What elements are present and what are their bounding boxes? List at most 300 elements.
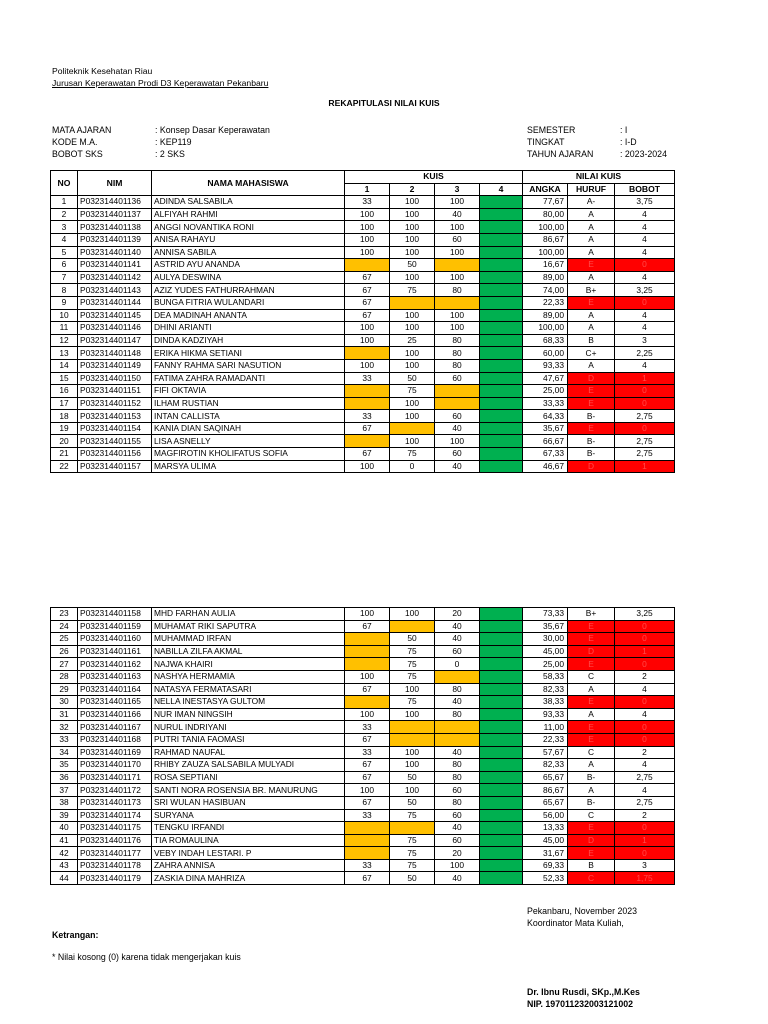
- grade-bobot: 2,75: [615, 448, 675, 461]
- quiz-2-score: 100: [390, 397, 435, 410]
- student-name: ANGGI NOVANTIKA RONI: [152, 221, 345, 234]
- score-angka: 56,00: [523, 809, 568, 822]
- table-row: [51, 746, 675, 759]
- student-name: ADINDA SALSABILA: [152, 196, 345, 209]
- student-nim: P032314401153: [78, 410, 152, 423]
- student-name: RAHMAD NAUFAL: [152, 746, 345, 759]
- student-nim: P032314401154: [78, 422, 152, 435]
- quiz-1-score: 67: [345, 733, 390, 746]
- student-nim: P032314401142: [78, 271, 152, 284]
- quiz-4-score: [480, 746, 523, 759]
- quiz-1-score: 100: [345, 359, 390, 372]
- info-label: SEMESTER: [527, 125, 576, 135]
- table-row: [51, 208, 675, 221]
- student-name: NATASYA FERMATASARI: [152, 683, 345, 696]
- grade-bobot: 4: [615, 708, 675, 721]
- student-nim: P032314401168: [78, 733, 152, 746]
- table-row: [51, 633, 675, 646]
- page-title: REKAPITULASI NILAI KUIS: [328, 98, 440, 108]
- student-nim: P032314401149: [78, 359, 152, 372]
- student-name: ZASKIA DINA MAHRIZA: [152, 872, 345, 885]
- table-row: [51, 448, 675, 461]
- student-name: MARSYA ULIMA: [152, 460, 345, 473]
- score-angka: 86,67: [523, 784, 568, 797]
- quiz-1-score: [345, 847, 390, 860]
- quiz-1-score: [345, 822, 390, 835]
- quiz-1-score: 100: [345, 322, 390, 335]
- score-angka: 89,00: [523, 309, 568, 322]
- student-nim: P032314401140: [78, 246, 152, 259]
- grade-bobot: 3,25: [615, 608, 675, 621]
- row-number: 10: [51, 309, 78, 322]
- row-number: 42: [51, 847, 78, 860]
- quiz-1-score: [345, 385, 390, 398]
- info-value: : KEP119: [155, 137, 192, 147]
- quiz-4-score: [480, 233, 523, 246]
- grade-huruf: E: [568, 633, 615, 646]
- score-angka: 93,33: [523, 359, 568, 372]
- student-nim: P032314401157: [78, 460, 152, 473]
- row-number: 44: [51, 872, 78, 885]
- quiz-2-score: 100: [390, 784, 435, 797]
- info-label: KODE M.A.: [52, 137, 98, 147]
- quiz-4-score: [480, 246, 523, 259]
- institution-name: Politeknik Kesehatan Riau: [52, 66, 153, 76]
- quiz-4-score: [480, 733, 523, 746]
- row-number: 26: [51, 645, 78, 658]
- col-header-quiz-2: 2: [390, 183, 435, 196]
- quiz-1-score: 67: [345, 296, 390, 309]
- score-angka: 82,33: [523, 759, 568, 772]
- student-name: ANISA RAHAYU: [152, 233, 345, 246]
- student-name: DEA MADINAH ANANTA: [152, 309, 345, 322]
- quiz-3-score: 40: [435, 620, 480, 633]
- grade-huruf: B+: [568, 608, 615, 621]
- row-number: 40: [51, 822, 78, 835]
- quiz-3-score: 80: [435, 759, 480, 772]
- quiz-3-score: 80: [435, 796, 480, 809]
- grade-bobot: 1: [615, 645, 675, 658]
- quiz-2-score: 100: [390, 410, 435, 423]
- quiz-1-score: 67: [345, 872, 390, 885]
- quiz-2-score: 100: [390, 435, 435, 448]
- student-name: VEBY INDAH LESTARI. P: [152, 847, 345, 860]
- grade-huruf: A: [568, 359, 615, 372]
- quiz-3-score: 40: [435, 208, 480, 221]
- quiz-3-score: 20: [435, 847, 480, 860]
- quiz-2-score: [390, 733, 435, 746]
- student-name: NUR IMAN NINGSIH: [152, 708, 345, 721]
- grade-bobot: 1: [615, 460, 675, 473]
- score-angka: 65,67: [523, 796, 568, 809]
- score-angka: 80,00: [523, 208, 568, 221]
- grade-huruf: E: [568, 822, 615, 835]
- quiz-2-score: [390, 721, 435, 734]
- quiz-2-score: 50: [390, 796, 435, 809]
- row-number: 14: [51, 359, 78, 372]
- grade-huruf: A: [568, 271, 615, 284]
- grade-huruf: E: [568, 847, 615, 860]
- student-nim: P032314401158: [78, 608, 152, 621]
- student-name: DINDA KADZIYAH: [152, 334, 345, 347]
- quiz-4-score: [480, 334, 523, 347]
- student-nim: P032314401162: [78, 658, 152, 671]
- score-angka: 74,00: [523, 284, 568, 297]
- student-name: SRI WULAN HASIBUAN: [152, 796, 345, 809]
- row-number: 20: [51, 435, 78, 448]
- score-angka: 25,00: [523, 658, 568, 671]
- student-name: ERIKA HIKMA SETIANI: [152, 347, 345, 360]
- student-nim: P032314401139: [78, 233, 152, 246]
- grade-bobot: 4: [615, 784, 675, 797]
- grade-bobot: 0: [615, 296, 675, 309]
- quiz-3-score: 80: [435, 284, 480, 297]
- quiz-2-score: 0: [390, 460, 435, 473]
- quiz-2-score: 75: [390, 834, 435, 847]
- quiz-2-score: [390, 422, 435, 435]
- student-nim: P032314401178: [78, 859, 152, 872]
- student-nim: P032314401144: [78, 296, 152, 309]
- quiz-1-score: 100: [345, 246, 390, 259]
- grade-rows-part1: [51, 196, 675, 473]
- student-name: AZIZ YUDES FATHURRAHMAN: [152, 284, 345, 297]
- quiz-1-score: 67: [345, 448, 390, 461]
- score-angka: 69,33: [523, 859, 568, 872]
- student-name: MUHAMAT RIKI SAPUTRA: [152, 620, 345, 633]
- row-number: 37: [51, 784, 78, 797]
- table-row: [51, 809, 675, 822]
- info-label: BOBOT SKS: [52, 149, 103, 159]
- place-date: Pekanbaru, November 2023: [527, 906, 638, 916]
- quiz-4-score: [480, 435, 523, 448]
- row-number: 22: [51, 460, 78, 473]
- quiz-3-score: 100: [435, 221, 480, 234]
- row-number: 12: [51, 334, 78, 347]
- quiz-4-score: [480, 385, 523, 398]
- grade-huruf: C: [568, 872, 615, 885]
- table-row: [51, 696, 675, 709]
- row-number: 33: [51, 733, 78, 746]
- grade-bobot: 4: [615, 246, 675, 259]
- table-row: [51, 708, 675, 721]
- quiz-4-score: [480, 397, 523, 410]
- grade-bobot: 3: [615, 334, 675, 347]
- grade-huruf: A: [568, 759, 615, 772]
- quiz-4-score: [480, 721, 523, 734]
- row-number: 39: [51, 809, 78, 822]
- quiz-4-score: [480, 309, 523, 322]
- table-row: [51, 796, 675, 809]
- quiz-2-score: 75: [390, 385, 435, 398]
- quiz-3-score: 100: [435, 271, 480, 284]
- table-row: [51, 246, 675, 259]
- quiz-2-score: 100: [390, 708, 435, 721]
- quiz-2-score: 100: [390, 347, 435, 360]
- grade-bobot: 4: [615, 322, 675, 335]
- quiz-4-score: [480, 809, 523, 822]
- student-name: FANNY RAHMA SARI NASUTION: [152, 359, 345, 372]
- col-header-quiz-1: 1: [345, 183, 390, 196]
- grade-table-part1: [50, 170, 675, 473]
- quiz-2-score: 100: [390, 271, 435, 284]
- table-row: [51, 435, 675, 448]
- quiz-3-score: 40: [435, 633, 480, 646]
- quiz-4-score: [480, 759, 523, 772]
- table-row: [51, 410, 675, 423]
- grade-bobot: 4: [615, 683, 675, 696]
- grade-huruf: A: [568, 309, 615, 322]
- grade-bobot: 0: [615, 385, 675, 398]
- table-row: [51, 296, 675, 309]
- grade-huruf: B-: [568, 448, 615, 461]
- score-angka: 47,67: [523, 372, 568, 385]
- grade-bobot: 2,75: [615, 410, 675, 423]
- quiz-2-score: 100: [390, 608, 435, 621]
- grade-huruf: C: [568, 746, 615, 759]
- signer-nip: NIP. 197011232003121002: [527, 999, 633, 1009]
- student-nim: P032314401146: [78, 322, 152, 335]
- quiz-4-score: [480, 683, 523, 696]
- quiz-3-score: 100: [435, 309, 480, 322]
- table-row: [51, 784, 675, 797]
- quiz-2-score: 100: [390, 759, 435, 772]
- student-name: ZAHRA ANNISA: [152, 859, 345, 872]
- student-nim: P032314401147: [78, 334, 152, 347]
- quiz-1-score: 100: [345, 460, 390, 473]
- student-nim: P032314401172: [78, 784, 152, 797]
- student-name: ANNISA SABILA: [152, 246, 345, 259]
- col-header-no: NO: [51, 171, 78, 196]
- grade-bobot: 0: [615, 620, 675, 633]
- student-name: ASTRID AYU ANANDA: [152, 259, 345, 272]
- score-angka: 58,33: [523, 670, 568, 683]
- grade-bobot: 0: [615, 822, 675, 835]
- quiz-2-score: 50: [390, 372, 435, 385]
- grade-bobot: 0: [615, 633, 675, 646]
- quiz-1-score: 100: [345, 233, 390, 246]
- quiz-4-score: [480, 608, 523, 621]
- table-row: [51, 233, 675, 246]
- grade-bobot: 0: [615, 696, 675, 709]
- student-name: MUHAMMAD IRFAN: [152, 633, 345, 646]
- score-angka: 66,67: [523, 435, 568, 448]
- quiz-4-score: [480, 771, 523, 784]
- grade-bobot: 3,25: [615, 284, 675, 297]
- score-angka: 52,33: [523, 872, 568, 885]
- quiz-1-score: 100: [345, 334, 390, 347]
- student-nim: P032314401151: [78, 385, 152, 398]
- quiz-1-score: 33: [345, 746, 390, 759]
- student-name: SANTI NORA ROSENSIA BR. MANURUNG: [152, 784, 345, 797]
- score-angka: 16,67: [523, 259, 568, 272]
- info-label: MATA AJARAN: [52, 125, 112, 135]
- row-number: 8: [51, 284, 78, 297]
- student-name: TENGKU IRFANDI: [152, 822, 345, 835]
- row-number: 9: [51, 296, 78, 309]
- row-number: 30: [51, 696, 78, 709]
- grade-huruf: E: [568, 721, 615, 734]
- score-angka: 33,33: [523, 397, 568, 410]
- quiz-1-score: [345, 658, 390, 671]
- student-nim: P032314401177: [78, 847, 152, 860]
- quiz-4-score: [480, 708, 523, 721]
- quiz-3-score: 40: [435, 696, 480, 709]
- department-name: Jurusan Keperawatan Prodi D3 Keperawatan Pekanbaru: [52, 78, 269, 88]
- student-nim: P032314401176: [78, 834, 152, 847]
- quiz-1-score: [345, 435, 390, 448]
- table-row: [51, 347, 675, 360]
- quiz-1-score: 67: [345, 683, 390, 696]
- row-number: 21: [51, 448, 78, 461]
- info-value: : Konsep Dasar Keperawatan: [155, 125, 270, 135]
- grade-bobot: 4: [615, 233, 675, 246]
- student-nim: P032314401166: [78, 708, 152, 721]
- grade-huruf: A: [568, 708, 615, 721]
- info-value: : I-D: [620, 137, 637, 147]
- student-name: MAGFIROTIN KHOLIFATUS SOFIA: [152, 448, 345, 461]
- quiz-3-score: 80: [435, 771, 480, 784]
- info-value: : I: [620, 125, 628, 135]
- table-row: [51, 733, 675, 746]
- table-row: [51, 645, 675, 658]
- grade-huruf: A: [568, 208, 615, 221]
- grade-huruf: A: [568, 233, 615, 246]
- row-number: 23: [51, 608, 78, 621]
- quiz-3-score: 60: [435, 834, 480, 847]
- quiz-2-score: 25: [390, 334, 435, 347]
- quiz-4-score: [480, 221, 523, 234]
- table-row: [51, 372, 675, 385]
- quiz-4-score: [480, 847, 523, 860]
- row-number: 28: [51, 670, 78, 683]
- quiz-2-score: 100: [390, 246, 435, 259]
- student-nim: P032314401175: [78, 822, 152, 835]
- quiz-4-score: [480, 872, 523, 885]
- student-name: NABILLA ZILFA AKMAL: [152, 645, 345, 658]
- table-row: [51, 670, 675, 683]
- quiz-3-score: 40: [435, 460, 480, 473]
- quiz-4-score: [480, 645, 523, 658]
- table-row: [51, 309, 675, 322]
- grade-huruf: D: [568, 372, 615, 385]
- grade-bobot: 4: [615, 359, 675, 372]
- quiz-4-score: [480, 271, 523, 284]
- grade-bobot: 3,75: [615, 196, 675, 209]
- grade-bobot: 4: [615, 208, 675, 221]
- grade-bobot: 4: [615, 221, 675, 234]
- table-row: [51, 834, 675, 847]
- quiz-1-score: 33: [345, 721, 390, 734]
- quiz-3-score: 0: [435, 658, 480, 671]
- quiz-2-score: [390, 296, 435, 309]
- row-number: 29: [51, 683, 78, 696]
- col-header-huruf: HURUF: [568, 183, 615, 196]
- row-number: 16: [51, 385, 78, 398]
- table-row: [51, 359, 675, 372]
- quiz-1-score: [345, 633, 390, 646]
- quiz-3-score: 60: [435, 410, 480, 423]
- grade-bobot: 1: [615, 834, 675, 847]
- table-row: [51, 822, 675, 835]
- quiz-1-score: [345, 645, 390, 658]
- row-number: 31: [51, 708, 78, 721]
- quiz-3-score: 100: [435, 196, 480, 209]
- table-row: [51, 334, 675, 347]
- quiz-3-score: 60: [435, 233, 480, 246]
- score-angka: 86,67: [523, 233, 568, 246]
- grade-huruf: A: [568, 322, 615, 335]
- row-number: 38: [51, 796, 78, 809]
- grade-huruf: B-: [568, 435, 615, 448]
- quiz-2-score: 75: [390, 847, 435, 860]
- grade-huruf: E: [568, 422, 615, 435]
- quiz-2-score: 50: [390, 872, 435, 885]
- table-row: [51, 322, 675, 335]
- table-row: [51, 397, 675, 410]
- row-number: 36: [51, 771, 78, 784]
- quiz-3-score: 60: [435, 809, 480, 822]
- quiz-4-score: [480, 859, 523, 872]
- score-angka: 45,00: [523, 834, 568, 847]
- row-number: 7: [51, 271, 78, 284]
- grade-huruf: E: [568, 733, 615, 746]
- grade-bobot: 3: [615, 859, 675, 872]
- student-name: ROSA SEPTIANI: [152, 771, 345, 784]
- grade-huruf: B: [568, 334, 615, 347]
- quiz-4-score: [480, 448, 523, 461]
- grade-huruf: C: [568, 670, 615, 683]
- student-name: BUNGA FITRIA WULANDARI: [152, 296, 345, 309]
- row-number: 2: [51, 208, 78, 221]
- quiz-2-score: 100: [390, 196, 435, 209]
- student-nim: P032314401148: [78, 347, 152, 360]
- student-name: ILHAM RUSTIAN: [152, 397, 345, 410]
- score-angka: 64,33: [523, 410, 568, 423]
- quiz-2-score: 100: [390, 221, 435, 234]
- student-name: NURUL INDRIYANI: [152, 721, 345, 734]
- info-label: TAHUN AJARAN: [527, 149, 594, 159]
- quiz-4-score: [480, 696, 523, 709]
- table-row: [51, 385, 675, 398]
- info-value: : 2023-2024: [620, 149, 667, 159]
- student-name: AULYA DESWINA: [152, 271, 345, 284]
- quiz-4-score: [480, 296, 523, 309]
- student-nim: P032314401171: [78, 771, 152, 784]
- grade-bobot: 4: [615, 759, 675, 772]
- table-row: [51, 221, 675, 234]
- quiz-2-score: 100: [390, 359, 435, 372]
- student-nim: P032314401174: [78, 809, 152, 822]
- table-row: [51, 259, 675, 272]
- grade-huruf: E: [568, 620, 615, 633]
- quiz-1-score: 100: [345, 784, 390, 797]
- col-header-quiz-3: 3: [435, 183, 480, 196]
- score-angka: 77,67: [523, 196, 568, 209]
- quiz-3-score: 80: [435, 359, 480, 372]
- row-number: 34: [51, 746, 78, 759]
- score-angka: 65,67: [523, 771, 568, 784]
- quiz-1-score: 67: [345, 771, 390, 784]
- quiz-2-score: [390, 822, 435, 835]
- quiz-1-score: 67: [345, 759, 390, 772]
- student-nim: P032314401163: [78, 670, 152, 683]
- grade-bobot: 2: [615, 809, 675, 822]
- score-angka: 67,33: [523, 448, 568, 461]
- student-nim: P032314401150: [78, 372, 152, 385]
- quiz-3-score: 100: [435, 435, 480, 448]
- col-header-nim: NIM: [78, 171, 152, 196]
- quiz-2-score: 50: [390, 771, 435, 784]
